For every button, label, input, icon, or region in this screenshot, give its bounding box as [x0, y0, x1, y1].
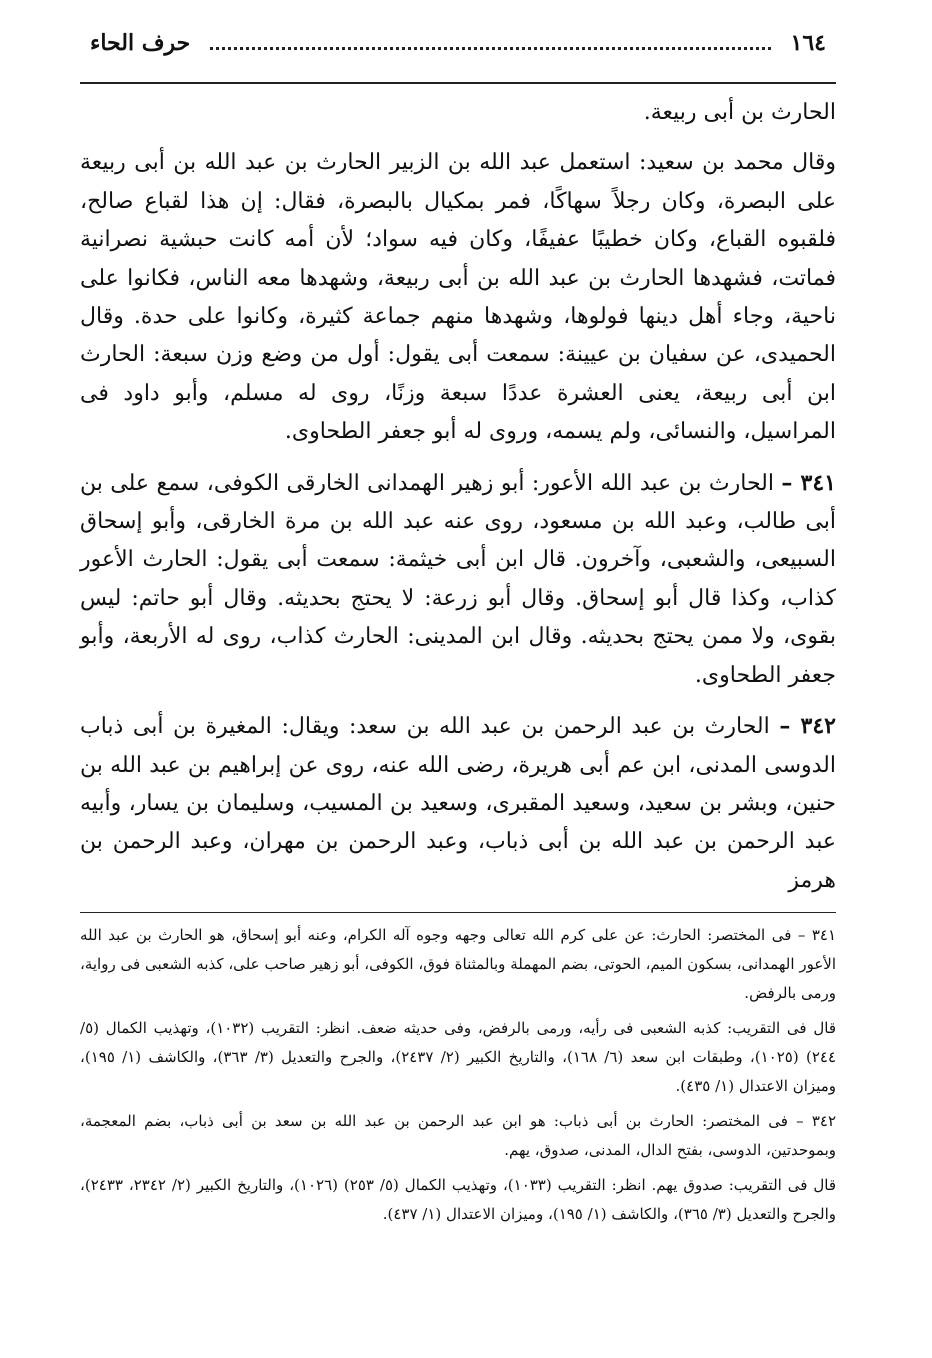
leader-dots: [210, 33, 770, 50]
footnote-341: ٣٤١ – فى المختصر: الحارث: عن على كرم الله تعالى وجهه وجوه آله الكرام، وعنه أبو إسحاق، هو الحارث بن عبد الله الأعور الهمدانى، بسكون الميم، الحوتى، بضم المهملة وبالمثناة فوق، الكوفى، أبو زهير صاحب على، كذبه الشعبى فى رواية، ورمى بالرفض.: [80, 926, 836, 1003]
running-head: [80, 30, 836, 84]
entry-text: الحارث بن عبد الرحمن بن عبد الله بن سعد: ويقال: المغيرة بن أبى ذباب الدوسى المدنى، ابن عم أبى هريرة، رضى الله عنه، روى عن إبراهيم بن عبد الله بن حنين، وبشر بن سعيد، وسعيد المقبرى، وسعيد بن المسيب، وسليمان بن يسار، وأبيه عبد الرحمن بن عبد الله بن أبى ذباب، وعبد الرحمن بن مهران، وعبد الرحمن بن هرمز: [80, 714, 836, 893]
footnotes: [80, 912, 836, 1229]
entry-342: [80, 707, 836, 900]
footnote-342-taqrib: قال فى التقريب: صدوق يهم. انظر: التقريب (١٠٣٣)، وتهذيب الكمال (٥/ ٢٥٣) (١٠٢٦)، والتاريخ الكبير (٢/ ٢٣٤٢، ٢٤٣٣)، والجرح والتعديل (٣/ ٣٦٥)، والكاشف (١/ ١٩٥)، وميزان الاعتدال (١/ ٤٣٧).: [80, 1176, 837, 1224]
paragraph: وقال محمد بن سعيد: استعمل عبد الله بن الزبير الحارث بن عبد الله بن أبى ربيعة على البصرة، وكان رجلاً سهاكًا، فمر بمكيال بالبصرة، فقال: إن هذا لقباع صالح، فلقبوه القباع، وكان خطيبًا عفيفًا، وكان فيه سواد؛ لأن أمه كانت حبشية نصرانية فماتت، فشهدها الحارث بن عبد الله بن أبى ربيعة، وشهدها معه الناس، فكانوا على ناحية، وجاء أهل دينها فولوها، وشهدها منهم جماعة كثيرة، وكانوا على حدة. وقال الحميدى، عن سفيان بن عيينة: سمعت أبى يقول: أول من وضع وزن سبعة: الحارث ابن أبى ربيعة، يعنى العشرة عددًا سبعة وزنًا، روى له مسلم، وأبو داود فى المراسيل، والنسائى، ولم يسمه، وروى له أبو جعفر الطحاوى.: [80, 150, 836, 445]
book-page: [80, 30, 836, 1235]
chapter-title: حرف الحاء: [90, 30, 191, 56]
entry-text: الحارث بن عبد الله الأعور: أبو زهير الهمدانى الخارقى الكوفى، سمع على بن أبى طالب، وعبد الله بن مسعود، روى عنه عبد الله بن مرة الخارقى، وأبو إسحاق السبيعى، والشعبى، وآخرون. قال ابن أبى خيثمة: سمعت أبى يقول: الحارث الأعور كذاب، وكذا قال أبو إسحاق. وقال أبو زرعة: لا يحتج بحديثه. وقال أبو حاتم: ليس بقوى، ولا ممن يحتج بحديثه. وقال ابن المدينى: الحارث كذاب، روى له الأربعة، وأبو جعفر الطحاوى.: [80, 470, 836, 688]
footnote-341-taqrib: قال فى التقريب: كذبه الشعبى فى رأيه، ورمى بالرفض، وفى حديثه ضعف. انظر: التقريب (١٠٣٢)، وتهذيب الكمال (٥/ ٢٤٤) (١٠٢٥)، وطبقات ابن سعد (٦/ ١٦٨)، والتاريخ الكبير (٢/ ٢٤٣٧)، والجرح والتعديل (٣/ ٣٦٣)، والكاشف (١/ ١٩٥)، وميزان الاعتدال (١/ ٤٣٥).: [80, 1019, 837, 1096]
entry-number: ٣٤٢ –: [779, 713, 836, 740]
footnote-342: ٣٤٢ – فى المختصر: الحارث بن أبى ذباب: هو ابن عبد الرحمن بن عبد الله بن سعد بن أبى ذباب، بضم المعجمة، وبموحدتين، الدوسى، بفتح الدال، المدنى، صدوق، يهم.: [80, 1112, 836, 1160]
page-number: ١٦٤: [790, 30, 826, 56]
entry-number: ٣٤١ –: [781, 469, 836, 496]
main-text: [80, 94, 836, 900]
paragraph-continuation: الحارث بن أبى ربيعة.: [643, 100, 836, 125]
entry-341: [80, 464, 836, 695]
